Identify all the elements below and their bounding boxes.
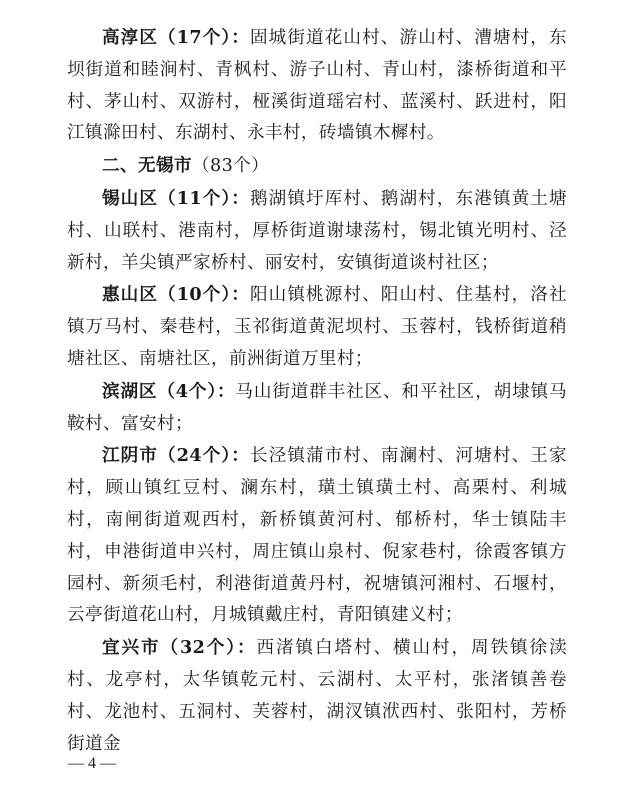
district-body: 阳山镇桃源村、阳山村、住基村，洛社镇万马村、秦巷村，玉祁街道黄泥坝村、玉蓉村，钱桥街道稍塘社区、南塘社区，前洲街道万里村；: [67, 285, 567, 369]
district-heading: 江阴市（24个）：: [102, 445, 250, 467]
district-body: 西渚镇白塔村、横山村，周铁镇徐渎村、龙亭村，太华镇乾元村、云湖村、太平村，张渚镇善卷村、龙池村、五洞村、芙蓉村，湖汊镇洑西村、张阳村，芳桥街道金: [67, 638, 567, 754]
paragraph-yixing: [67, 632, 567, 760]
section-title: 二、无锡市: [102, 155, 192, 177]
district-heading: 滨湖区（4个）：: [102, 380, 236, 402]
paragraph-binhu: [67, 376, 567, 441]
district-body: 长泾镇蒲市村、南澜村、河塘村、王家村，顾山镇红豆村、澜东村，璜土镇璜土村、高栗村、利城村，南闸街道观西村，新桥镇黄河村、郁桥村，华士镇陆丰村，申港街道申兴村，周庄镇山泉村、倪家巷村，徐霞客镇方园村、新须毛村，利港街道黄丹村，祝塘镇河湘村、石堰村，云亭街道花山村，月城镇戴庄村，青阳镇建义村；: [67, 446, 567, 626]
paragraph-huishan: [67, 279, 567, 375]
page-number: — 4 —: [68, 755, 116, 772]
district-heading: 高淳区（17个）：: [102, 27, 250, 48]
document-page: [67, 22, 567, 760]
district-body: 固城街道花山村、游山村、漕塘村，东坝街道和睦涧村、青枫村、游子山村、青山村，漆桥街道和平村、茅山村、双游村，桠溪街道瑶宕村、蓝溪村、跃进村，阳江镇滁田村、东湖村、永丰村，砖墙镇木樨村。: [67, 28, 567, 144]
district-heading: 宜兴市（32个）：: [102, 637, 257, 659]
district-heading: 惠山区（10个）：: [102, 284, 250, 306]
paragraph-gaochun: [67, 22, 567, 150]
district-body: 马山街道群丰社区、和平社区，胡埭镇马鞍村、富安村；: [67, 381, 567, 434]
section-count: （83个）: [191, 156, 270, 177]
paragraph-xishan: [67, 183, 567, 279]
district-heading: 锡山区（11个）：: [102, 187, 250, 209]
paragraph-jiangyin: [67, 440, 567, 632]
section-heading: [67, 150, 567, 183]
district-body: 鹅湖镇圩厍村、鹅湖村，东港镇黄土塘村、山联村、港南村，厚桥街道谢埭荡村，锡北镇光明村、泾新村，羊尖镇严家桥村、丽安村，安镇街道谈村社区；: [67, 188, 567, 273]
